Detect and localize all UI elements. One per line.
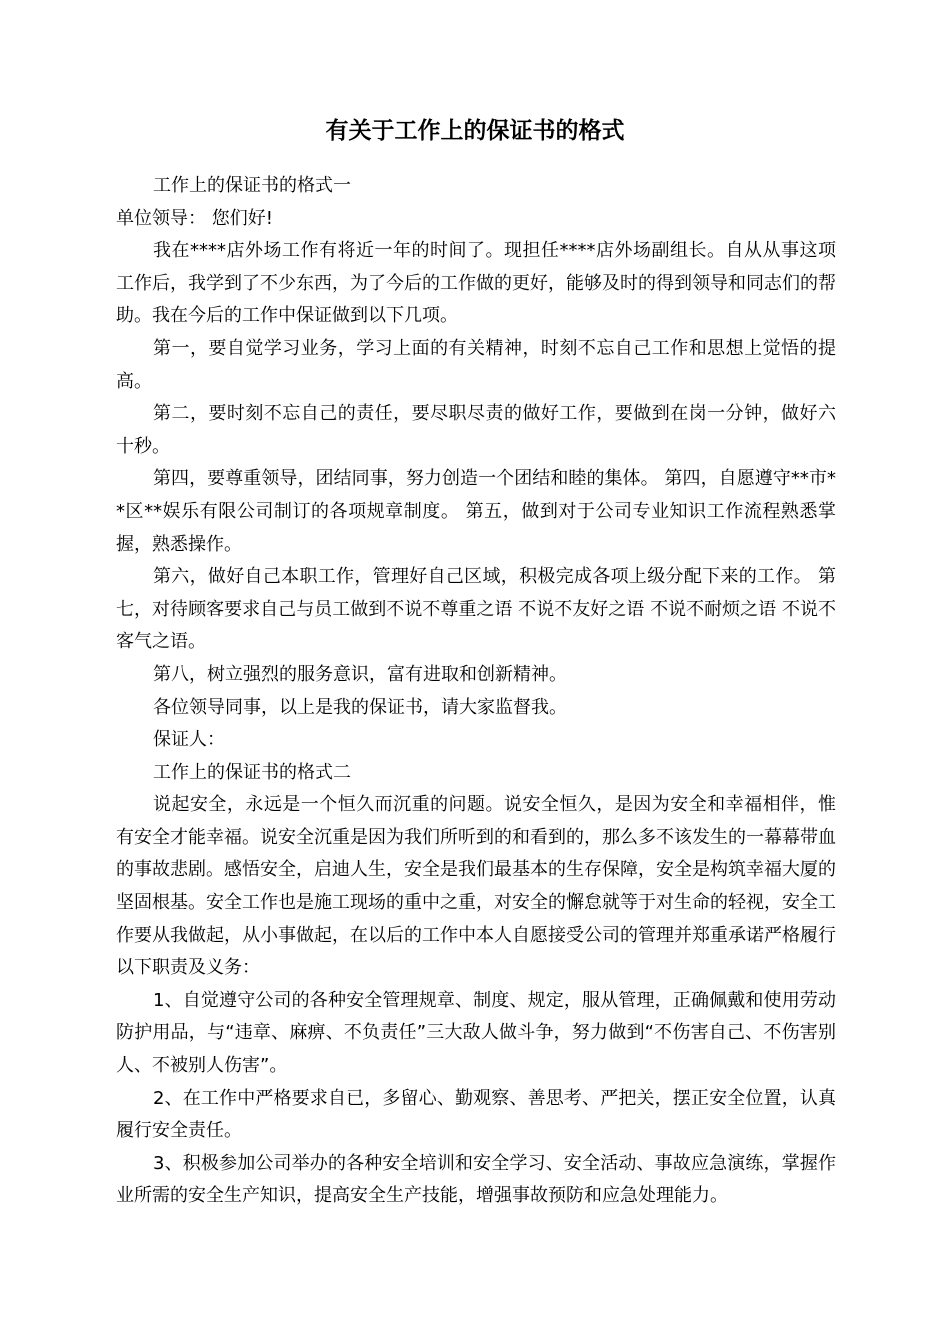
paragraph: 1、自觉遵守公司的各种安全管理规章、制度、规定，服从管理，正确佩戴和使用劳动防护用品，与“违章、麻痹、不负责任”三大敌人做斗争，努力做到“不伤害自己、不伤害别人、不被别人伤害”。 xyxy=(116,989,836,1077)
paragraph: 工作上的保证书的格式二 xyxy=(153,761,351,783)
paragraph: 第四，要尊重领导，团结同事，努力创造一个团结和睦的集体。 第四，自愿遵守**市**区**娱乐有限公司制订的各项规章制度。 第五，做到对于公司专业知识工作流程熟悉掌握，熟悉操作。 xyxy=(116,468,836,555)
paragraph: 第六，做好自己本职工作，管理好自己区域，积极完成各项上级分配下来的工作。 第七，对待顾客要求自己与员工做到不说不尊重之语 不说不友好之语 不说不耐烦之语 不说不客气之语。 xyxy=(116,566,836,653)
paragraph: 第八，树立强烈的服务意识，富有进取和创新精神。 xyxy=(153,663,567,685)
paragraph: 保证人： xyxy=(153,729,225,751)
paragraph: 第一，要自觉学习业务，学习上面的有关精神，时刻不忘自己工作和思想上觉悟的提高。 xyxy=(116,337,836,392)
paragraph: 说起安全，永远是一个恒久而沉重的问题。说安全恒久，是因为安全和幸福相伴，惟有安全才能幸福。说安全沉重是因为我们所听到的和看到的，那么多不该发生的一幕幕带血的事故悲剧。感悟安全，启迪人生，安全是我们最基本的生存保障，安全是构筑幸福大厦的坚固根基。安全工作也是施工现场的重中之重，对安全的懈怠就等于对生命的轻视，安全工作要从我做起，从小事做起，在以后的工作中本人自愿接受公司的管理并郑重承诺严格履行以下职责及义务： xyxy=(116,794,836,979)
paragraph: 第二，要时刻不忘自己的责任，要尽职尽责的做好工作，要做到在岗一分钟，做好六十秒。 xyxy=(116,403,836,457)
paragraph: 单位领导： 您们好! xyxy=(116,207,273,229)
paragraph: 3、积极参加公司举办的各种安全培训和安全学习、安全活动、事故应急演练，掌握作业所需的安全生产知识，提高安全生产技能，增强事故预防和应急处理能力。 xyxy=(116,1152,836,1207)
paragraph: 2、在工作中严格要求自已，多留心、勤观察、善思考、严把关，摆正安全位置，认真履行安全责任。 xyxy=(116,1087,836,1142)
paragraph: 工作上的保证书的格式一 xyxy=(153,175,351,196)
paragraph: 各位领导同事，以上是我的保证书，请大家监督我。 xyxy=(153,696,567,718)
document-title: 有关于工作上的保证书的格式 xyxy=(325,118,625,144)
paragraph: 我在****店外场工作有将近一年的时间了。现担任****店外场副组长。自从从事这项工作后，我学到了不少东西，为了今后的工作做的更好，能够及时的得到领导和同志们的帮助。我在今后的工作中保证做到以下几项。 xyxy=(116,240,836,327)
document-body xyxy=(116,170,836,1213)
